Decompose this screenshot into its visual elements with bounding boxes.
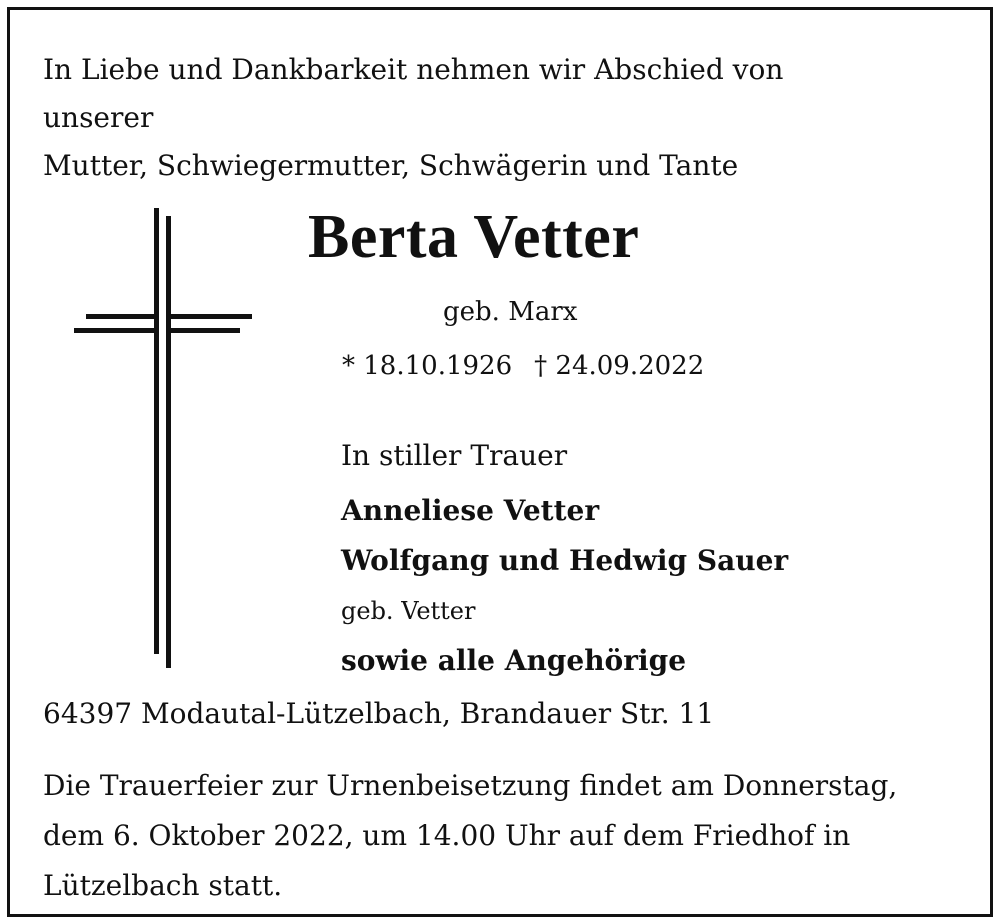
obituary-frame (7, 7, 993, 917)
cross-icon (72, 208, 262, 678)
mourner-1 (341, 486, 788, 536)
mourner-2 (341, 536, 788, 636)
service-line-1: Die Trauerfeier zur Urnenbeisetzung findet am Donnerstag, (43, 769, 898, 802)
intro-line-1a: In Liebe und Dankbarkeit nehmen wir Abschied von (43, 53, 784, 86)
mourner-3 (341, 636, 788, 686)
deceased-name: Berta Vetter (308, 203, 640, 271)
mourner-3-name: sowie alle Angehörige (341, 644, 687, 677)
death-date: † 24.09.2022 (534, 351, 705, 381)
cross-horizontal-bottom (74, 328, 240, 333)
service-info (43, 761, 897, 911)
service-line-3: Lützelbach statt. (43, 869, 283, 902)
intro-line-1b: unserer (43, 101, 154, 134)
birth-date: * 18.10.1926 (342, 351, 513, 381)
intro-line-1 (43, 46, 783, 142)
mourner-1-name: Anneliese Vetter (341, 494, 600, 527)
cross-vertical-left (154, 208, 159, 654)
intro-line-2: Mutter, Schwiegermutter, Schwägerin und Tante (43, 149, 739, 182)
maiden-name: geb. Marx (443, 297, 578, 327)
life-dates (342, 346, 704, 386)
cross-vertical-right (166, 216, 171, 668)
mourner-2-name: Wolfgang und Hedwig Sauer (341, 544, 789, 577)
cross-horizontal-top (86, 314, 252, 319)
mourning-intro: In stiller Trauer (341, 439, 568, 472)
intro-text (43, 46, 783, 190)
mourner-2-note: geb. Vetter (341, 597, 476, 625)
address: 64397 Modautal-Lützelbach, Brandauer Str. 11 (43, 697, 715, 730)
cross-gap-vertical (159, 314, 166, 333)
service-line-2: dem 6. Oktober 2022, um 14.00 Uhr auf dem Friedhof in (43, 819, 851, 852)
mourners-list (341, 486, 788, 686)
